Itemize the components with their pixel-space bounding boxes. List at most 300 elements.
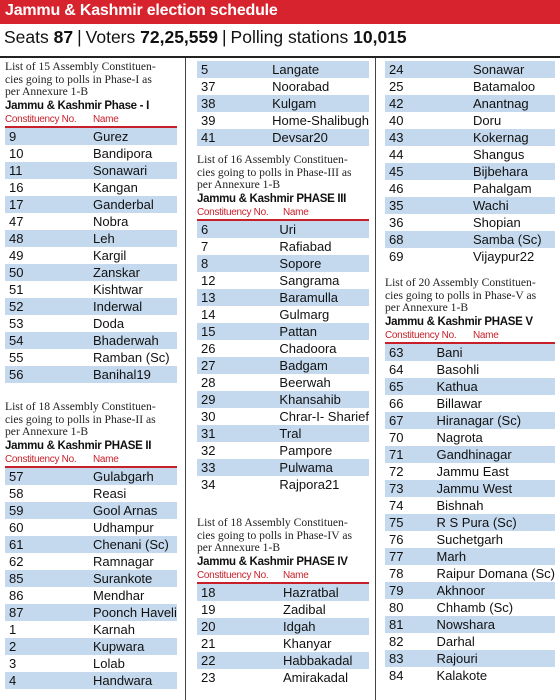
constituency-number: 73 bbox=[385, 480, 437, 497]
constituency-number: 86 bbox=[5, 587, 93, 604]
table-row bbox=[197, 95, 369, 112]
constituency-name: Zadibal bbox=[283, 601, 369, 618]
constituency-number: 49 bbox=[5, 247, 93, 264]
constituency-name: Uri bbox=[279, 221, 369, 238]
table-row bbox=[197, 272, 369, 289]
intro-line: cies going to polls in Phase-V as bbox=[385, 288, 537, 302]
intro-line: per Annexure 1-B bbox=[5, 425, 89, 438]
header-rule bbox=[0, 56, 560, 58]
constituency-name: Chadoora bbox=[279, 340, 369, 357]
intro-line: List of 18 Assembly Constituen- bbox=[5, 400, 156, 413]
constituency-name: Pampore bbox=[279, 442, 369, 459]
phase-intro bbox=[385, 277, 555, 315]
constituency-number: 27 bbox=[197, 357, 279, 374]
constituency-table bbox=[197, 221, 369, 493]
intro-line: per Annexure 1-B bbox=[5, 85, 89, 98]
intro-line: cies going to polls in Phase-II as bbox=[5, 412, 156, 426]
constituency-number: 19 bbox=[197, 601, 283, 618]
constituency-table bbox=[197, 584, 369, 686]
phase-4-section bbox=[197, 517, 369, 686]
constituency-number: 87 bbox=[5, 604, 93, 621]
constituency-number: 80 bbox=[385, 599, 437, 616]
table-row bbox=[385, 633, 555, 650]
column-header-name: Name bbox=[473, 329, 499, 341]
column-header-name: Name bbox=[93, 453, 119, 465]
stats-line bbox=[4, 27, 407, 53]
constituency-number: 5 bbox=[197, 61, 272, 78]
constituency-number: 42 bbox=[385, 95, 473, 112]
constituency-number: 38 bbox=[197, 95, 272, 112]
table-row bbox=[5, 179, 177, 196]
table-row bbox=[385, 429, 555, 446]
constituency-number: 67 bbox=[385, 412, 437, 429]
table-row bbox=[5, 162, 177, 179]
phase-5-section bbox=[385, 277, 555, 684]
constituency-name: Chrar-I- Sharief bbox=[279, 408, 369, 424]
constituency-number: 11 bbox=[5, 162, 93, 179]
constituency-name: Devsar20 bbox=[272, 129, 369, 146]
constituency-table bbox=[197, 61, 369, 146]
constituency-number: 76 bbox=[385, 531, 437, 548]
constituency-name: Bishnah bbox=[437, 497, 556, 514]
constituency-name: Poonch Haveli bbox=[93, 604, 177, 620]
constituency-name: Pahalgam bbox=[473, 180, 555, 197]
stats-separator: | bbox=[77, 27, 82, 47]
column-header-no: Constituency No. bbox=[5, 113, 77, 125]
constituency-name: Wachi bbox=[473, 197, 555, 214]
table-row bbox=[385, 146, 555, 163]
table-row bbox=[5, 570, 177, 587]
table-row bbox=[197, 391, 369, 408]
constituency-name: Doru bbox=[473, 112, 555, 129]
column-divider bbox=[185, 58, 186, 700]
table-row bbox=[197, 255, 369, 272]
constituency-number: 23 bbox=[197, 669, 283, 686]
constituency-number: 22 bbox=[197, 652, 283, 669]
constituency-number: 29 bbox=[197, 391, 279, 408]
table-row bbox=[385, 214, 555, 231]
column-header-no: Constituency No. bbox=[385, 329, 457, 341]
phase-heading: Jammu & Kashmir PHASE III bbox=[197, 192, 347, 205]
table-row bbox=[385, 582, 555, 599]
constituency-number: 55 bbox=[5, 349, 93, 366]
constituency-name: Kupwara bbox=[93, 638, 177, 655]
table-row bbox=[5, 213, 177, 230]
constituency-name: Hazratbal bbox=[283, 584, 369, 601]
constituency-number: 60 bbox=[5, 519, 93, 536]
table-row bbox=[197, 652, 369, 669]
constituency-table bbox=[5, 468, 177, 689]
phase-4-continued bbox=[385, 61, 555, 265]
table-row bbox=[5, 196, 177, 213]
table-row bbox=[385, 344, 555, 361]
table-row bbox=[385, 599, 555, 616]
table-row bbox=[197, 476, 369, 493]
column-header-name: Name bbox=[93, 113, 119, 125]
table-row bbox=[5, 349, 177, 366]
constituency-number: 15 bbox=[197, 323, 279, 340]
constituency-number: 41 bbox=[197, 129, 272, 146]
table-row bbox=[385, 163, 555, 180]
constituency-name: Shopian bbox=[473, 214, 555, 231]
constituency-number: 64 bbox=[385, 361, 437, 378]
table-row bbox=[385, 61, 555, 78]
constituency-number: 75 bbox=[385, 514, 437, 531]
constituency-number: 37 bbox=[197, 78, 272, 95]
constituency-name: Surankote bbox=[93, 570, 177, 587]
table-row bbox=[385, 480, 555, 497]
constituency-name: Anantnag bbox=[473, 95, 555, 112]
intro-line: List of 15 Assembly Constituen- bbox=[5, 60, 156, 73]
table-row bbox=[197, 408, 369, 425]
constituency-number: 26 bbox=[197, 340, 279, 357]
constituency-number: 8 bbox=[197, 255, 279, 272]
constituency-name: Sangrama bbox=[279, 272, 369, 289]
phase-2-section bbox=[5, 401, 177, 689]
constituency-name: Jammu East bbox=[437, 463, 556, 480]
constituency-number: 2 bbox=[5, 638, 93, 655]
constituency-name: Nagrota bbox=[437, 429, 556, 446]
constituency-name: Tral bbox=[279, 425, 369, 442]
table-row bbox=[5, 587, 177, 604]
title-bar bbox=[0, 0, 560, 24]
constituency-number: 77 bbox=[385, 548, 437, 565]
constituency-number: 65 bbox=[385, 378, 437, 395]
constituency-number: 54 bbox=[5, 332, 93, 349]
table-row bbox=[385, 112, 555, 129]
constituency-name: Kokernag bbox=[473, 129, 555, 146]
constituency-name: Chhamb (Sc) bbox=[437, 599, 556, 616]
table-row bbox=[197, 112, 369, 129]
constituency-number: 72 bbox=[385, 463, 437, 480]
constituency-number: 30 bbox=[197, 408, 279, 425]
table-row bbox=[385, 446, 555, 463]
constituency-number: 33 bbox=[197, 459, 279, 476]
constituency-name: Gulmarg bbox=[279, 306, 369, 323]
polling-label: Polling stations bbox=[230, 27, 349, 47]
constituency-name: Gool Arnas bbox=[93, 502, 177, 519]
constituency-number: 46 bbox=[385, 180, 473, 197]
constituency-number: 63 bbox=[385, 344, 437, 361]
constituency-name: Khanyar bbox=[283, 635, 369, 652]
constituency-number: 50 bbox=[5, 264, 93, 281]
constituency-number: 7 bbox=[197, 238, 279, 255]
table-row bbox=[5, 332, 177, 349]
constituency-number: 13 bbox=[197, 289, 279, 306]
constituency-number: 79 bbox=[385, 582, 437, 599]
voters-value: 72,25,559 bbox=[140, 27, 218, 47]
column-header-name: Name bbox=[283, 206, 309, 218]
constituency-name: Raipur Domana (Sc) bbox=[436, 565, 555, 581]
intro-line: List of 18 Assembly Constituen- bbox=[197, 516, 348, 529]
constituency-name: Idgah bbox=[283, 618, 369, 635]
table-header bbox=[197, 570, 369, 584]
constituency-name: R S Pura (Sc) bbox=[437, 514, 556, 531]
constituency-name: Bijbehara bbox=[473, 163, 555, 180]
constituency-number: 61 bbox=[5, 536, 93, 553]
constituency-name: Handwara bbox=[93, 672, 177, 689]
constituency-number: 62 bbox=[5, 553, 93, 570]
constituency-name: Bandipora bbox=[93, 145, 177, 162]
constituency-name: Mendhar bbox=[93, 587, 177, 604]
constituency-name: Pulwama bbox=[279, 459, 369, 476]
table-row bbox=[197, 78, 369, 95]
constituency-name: Kathua bbox=[437, 378, 556, 395]
table-row bbox=[5, 672, 177, 689]
constituency-name: Darhal bbox=[437, 633, 556, 650]
constituency-number: 45 bbox=[385, 163, 473, 180]
table-row bbox=[197, 669, 369, 686]
phase-2-continued bbox=[197, 61, 369, 146]
table-row bbox=[197, 374, 369, 391]
constituency-name: Sonawari bbox=[93, 162, 177, 179]
table-row bbox=[385, 248, 555, 265]
table-row bbox=[385, 412, 555, 429]
constituency-name: Nobra bbox=[93, 213, 177, 230]
constituency-number: 52 bbox=[5, 298, 93, 315]
table-header bbox=[5, 454, 177, 468]
table-row bbox=[197, 442, 369, 459]
table-row bbox=[5, 315, 177, 332]
column-header-no: Constituency No. bbox=[5, 453, 77, 465]
table-row bbox=[5, 468, 177, 485]
constituency-number: 32 bbox=[197, 442, 279, 459]
table-row bbox=[385, 231, 555, 248]
constituency-name: Rafiabad bbox=[279, 238, 369, 255]
table-row bbox=[385, 378, 555, 395]
constituency-name: Khansahib bbox=[279, 391, 369, 408]
constituency-number: 69 bbox=[385, 248, 473, 265]
constituency-number: 84 bbox=[385, 667, 437, 684]
constituency-number: 21 bbox=[197, 635, 283, 652]
constituency-name: Hiranagar (Sc) bbox=[437, 412, 556, 429]
table-row bbox=[5, 230, 177, 247]
stats-separator: | bbox=[222, 27, 227, 47]
table-row bbox=[5, 502, 177, 519]
phase-heading: Jammu & Kashmir PHASE IV bbox=[197, 555, 348, 568]
constituency-number: 16 bbox=[5, 179, 93, 196]
constituency-number: 25 bbox=[385, 78, 473, 95]
constituency-name: Akhnoor bbox=[437, 582, 556, 599]
intro-line: cies going to polls in Phase-IV as bbox=[197, 528, 352, 542]
constituency-name: Sonawar bbox=[473, 61, 555, 78]
table-row bbox=[5, 604, 177, 621]
table-row bbox=[197, 238, 369, 255]
constituency-name: Kishtwar bbox=[93, 281, 177, 298]
constituency-name: Reasi bbox=[93, 485, 177, 502]
constituency-name: Gurez bbox=[93, 128, 177, 145]
constituency-number: 48 bbox=[5, 230, 93, 247]
constituency-name: Karnah bbox=[93, 621, 177, 638]
polling-value: 10,015 bbox=[353, 27, 407, 47]
constituency-number: 34 bbox=[197, 476, 279, 493]
constituency-name: Vijaypur22 bbox=[473, 248, 555, 265]
table-row bbox=[5, 247, 177, 264]
page-title: Jammu & Kashmir election schedule bbox=[5, 2, 278, 19]
constituency-name: Pattan bbox=[279, 323, 369, 340]
column-header-name: Name bbox=[283, 569, 309, 581]
constituency-name: Kalakote bbox=[437, 667, 556, 684]
constituency-table bbox=[385, 344, 555, 684]
seats-value: 87 bbox=[53, 27, 74, 47]
table-row bbox=[197, 635, 369, 652]
constituency-name: Marh bbox=[437, 548, 556, 565]
constituency-number: 28 bbox=[197, 374, 279, 391]
constituency-number: 53 bbox=[5, 315, 93, 332]
constituency-name: Badgam bbox=[279, 357, 369, 374]
intro-line: per Annexure 1-B bbox=[197, 178, 281, 191]
constituency-name: Chenani (Sc) bbox=[93, 536, 177, 553]
intro-line: per Annexure 1-B bbox=[197, 541, 281, 554]
phase-3-section bbox=[197, 154, 369, 493]
constituency-number: 58 bbox=[5, 485, 93, 502]
table-row bbox=[385, 616, 555, 633]
table-row bbox=[385, 129, 555, 146]
intro-line: List of 20 Assembly Constituen- bbox=[385, 276, 536, 289]
constituency-number: 9 bbox=[5, 128, 93, 145]
constituency-name: Samba (Sc) bbox=[473, 231, 555, 248]
constituency-number: 44 bbox=[385, 146, 473, 163]
table-header bbox=[385, 330, 555, 344]
table-row bbox=[197, 425, 369, 442]
constituency-number: 74 bbox=[385, 497, 437, 514]
constituency-name: Gandhinagar bbox=[437, 446, 556, 463]
constituency-number: 59 bbox=[5, 502, 93, 519]
constituency-name: Langate bbox=[272, 61, 369, 78]
constituency-name: Nowshara bbox=[437, 616, 556, 633]
constituency-name: Jammu West bbox=[437, 480, 556, 497]
phase-intro bbox=[5, 401, 177, 439]
constituency-number: 18 bbox=[197, 584, 283, 601]
constituency-name: Basohli bbox=[437, 361, 556, 378]
constituency-name: Amirakadal bbox=[283, 669, 369, 686]
table-row bbox=[385, 565, 555, 582]
constituency-name: Udhampur bbox=[93, 519, 177, 536]
constituency-number: 51 bbox=[5, 281, 93, 298]
constituency-name: Baramulla bbox=[279, 289, 369, 306]
constituency-number: 14 bbox=[197, 306, 279, 323]
constituency-name: Ramban (Sc) bbox=[93, 349, 177, 366]
constituency-name: Shangus bbox=[473, 146, 555, 163]
constituency-name: Batamaloo bbox=[473, 78, 555, 95]
constituency-number: 71 bbox=[385, 446, 437, 463]
table-header bbox=[5, 114, 177, 128]
constituency-number: 10 bbox=[5, 145, 93, 162]
intro-line: List of 16 Assembly Constituen- bbox=[197, 153, 348, 166]
constituency-name: Rajpora21 bbox=[279, 476, 369, 493]
table-row bbox=[5, 638, 177, 655]
table-row bbox=[197, 289, 369, 306]
constituency-name: Kulgam bbox=[272, 95, 369, 112]
phase-intro bbox=[197, 517, 369, 555]
constituency-name: Zanskar bbox=[93, 264, 177, 281]
table-row bbox=[5, 281, 177, 298]
intro-line: per Annexure 1-B bbox=[385, 301, 469, 314]
constituency-number: 35 bbox=[385, 197, 473, 214]
constituency-name: Rajouri bbox=[437, 650, 556, 667]
constituency-number: 68 bbox=[385, 231, 473, 248]
table-row bbox=[5, 621, 177, 638]
constituency-name: Gulabgarh bbox=[93, 468, 177, 485]
table-row bbox=[197, 306, 369, 323]
constituency-name: Sopore bbox=[279, 255, 369, 272]
table-row bbox=[197, 584, 369, 601]
phase-heading: Jammu & Kashmir PHASE II bbox=[5, 439, 152, 452]
table-row bbox=[385, 667, 555, 684]
constituency-name: Doda bbox=[93, 315, 177, 332]
table-row bbox=[385, 197, 555, 214]
table-row bbox=[385, 548, 555, 565]
phase-heading: Jammu & Kashmir Phase - I bbox=[5, 99, 149, 112]
table-row bbox=[197, 340, 369, 357]
constituency-name: Banihal19 bbox=[93, 366, 177, 383]
table-header bbox=[197, 207, 369, 221]
table-row bbox=[5, 145, 177, 162]
table-row bbox=[197, 618, 369, 635]
constituency-number: 82 bbox=[385, 633, 437, 650]
constituency-name: Noorabad bbox=[272, 78, 369, 95]
constituency-number: 12 bbox=[197, 272, 279, 289]
table-row bbox=[385, 95, 555, 112]
constituency-name: Kangan bbox=[93, 179, 177, 196]
table-row bbox=[5, 128, 177, 145]
table-row bbox=[385, 78, 555, 95]
voters-label: Voters bbox=[85, 27, 136, 47]
table-row bbox=[385, 497, 555, 514]
constituency-name: Home-Shalibugh bbox=[272, 113, 369, 128]
constituency-number: 43 bbox=[385, 129, 473, 146]
column-header-no: Constituency No. bbox=[197, 569, 269, 581]
table-row bbox=[5, 264, 177, 281]
table-row bbox=[5, 519, 177, 536]
constituency-table bbox=[385, 61, 555, 265]
seats-label: Seats bbox=[4, 27, 49, 47]
table-row bbox=[197, 459, 369, 476]
intro-line: cies going to polls in Phase-I as bbox=[5, 72, 152, 86]
constituency-number: 3 bbox=[5, 655, 93, 672]
table-row bbox=[385, 395, 555, 412]
constituency-table bbox=[5, 128, 177, 383]
constituency-number: 81 bbox=[385, 616, 437, 633]
constituency-number: 17 bbox=[5, 196, 93, 213]
table-row bbox=[385, 514, 555, 531]
constituency-number: 78 bbox=[385, 565, 437, 582]
constituency-number: 4 bbox=[5, 672, 93, 689]
constituency-number: 57 bbox=[5, 468, 93, 485]
constituency-name: Ganderbal bbox=[93, 196, 177, 213]
table-row bbox=[385, 361, 555, 378]
constituency-name: Bani bbox=[437, 344, 556, 361]
constituency-number: 47 bbox=[5, 213, 93, 230]
constituency-number: 66 bbox=[385, 395, 437, 412]
table-row bbox=[385, 463, 555, 480]
constituency-name: Leh bbox=[93, 230, 177, 247]
constituency-number: 39 bbox=[197, 112, 272, 129]
constituency-name: Habbakadal bbox=[283, 652, 369, 669]
constituency-name: Beerwah bbox=[279, 374, 369, 391]
table-row bbox=[197, 221, 369, 238]
constituency-number: 70 bbox=[385, 429, 437, 446]
table-row bbox=[5, 298, 177, 315]
constituency-number: 36 bbox=[385, 214, 473, 231]
constituency-name: Bhaderwah bbox=[93, 332, 177, 349]
intro-line: cies going to polls in Phase-III as bbox=[197, 165, 352, 179]
table-row bbox=[385, 180, 555, 197]
constituency-name: Inderwal bbox=[93, 298, 177, 315]
column-divider bbox=[375, 58, 376, 700]
constituency-name: Kargil bbox=[93, 247, 177, 264]
table-row bbox=[5, 366, 177, 383]
